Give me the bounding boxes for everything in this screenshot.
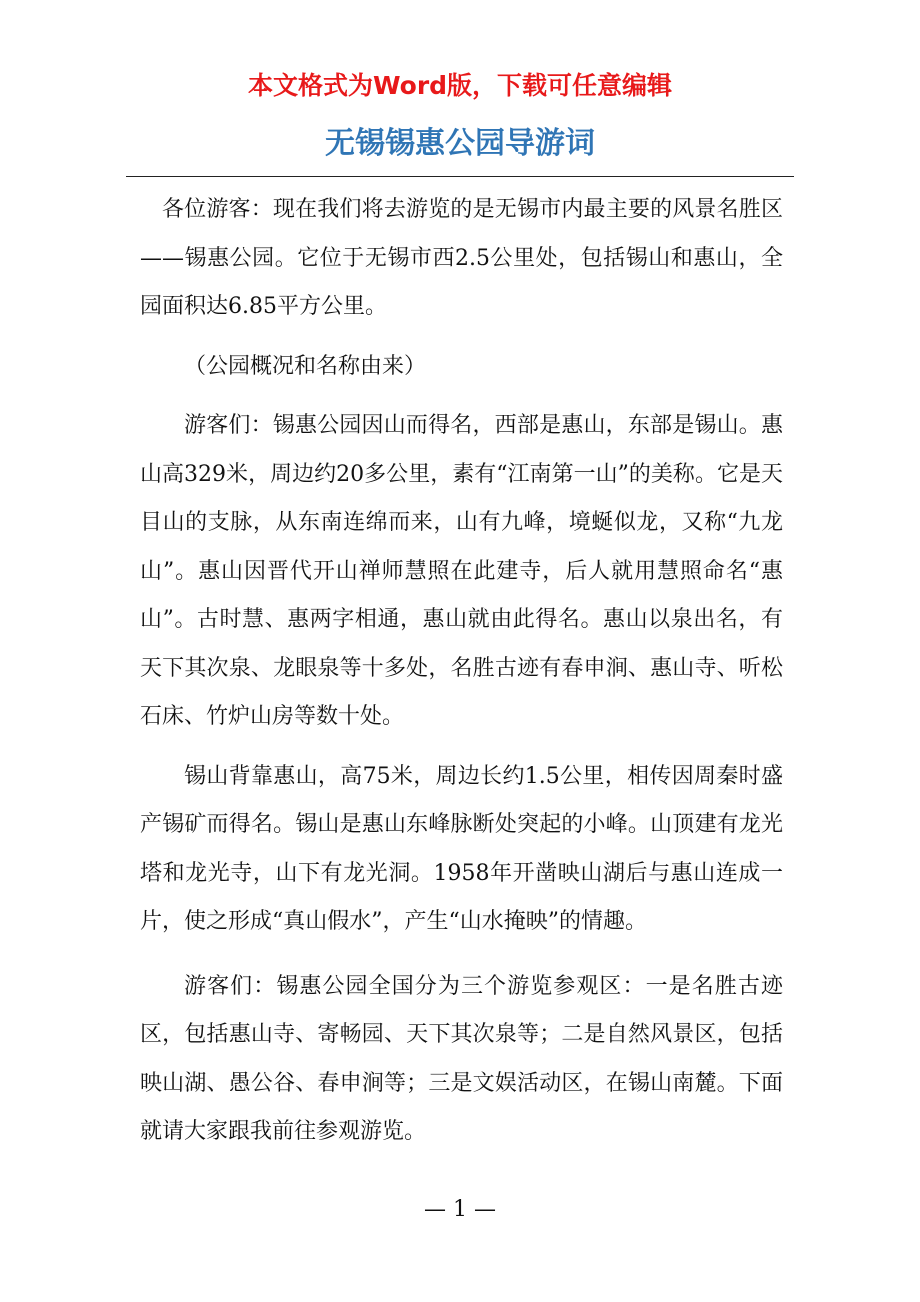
document-title: 无锡锡惠公园导游词 [325,126,595,161]
section-heading: （公园概况和名称由来） [184,353,427,379]
paragraph-areas: 游客们：锡惠公园全国分为三个游览参观区：一是名胜古迹区，包括惠山寺、寄畅园、天下其次泉等；二是自然风景区，包括映山湖、愚公谷、春申涧等；三是文娱活动区，在锡山南麓。下面就请大家跟我前往参观游览。 [140,973,783,1144]
header-divider [126,176,794,177]
document-body [140,186,783,1157]
format-notice: 本文格式为Word版，下载可任意编辑 [247,71,673,100]
paragraph-xishan: 锡山背靠惠山，高75米，周边长约1.5公里，相传因周秦时盛产锡矿而得名。锡山是惠山东峰脉断处突起的小峰。山顶建有龙光塔和龙光寺，山下有龙光洞。1958年开凿映山湖后与惠山连成一片，使之形成“真山假水”，产生“山水掩映”的情趣。 [140,763,783,934]
page-number: — 1 — [424,1197,496,1222]
paragraph-huishan: 游客们：锡惠公园因山而得名，西部是惠山，东部是锡山。惠山高329米，周边约20多公里，素有“江南第一山”的美称。它是天目山的支脉，从东南连绵而来，山有九峰，境蜒似龙，又称“九龙山”。惠山因晋代开山禅师慧照在此建寺，后人就用慧照命名“惠山”。古时慧、惠两字相通，惠山就由此得名。惠山以泉出名，有天下其次泉、龙眼泉等十多处，名胜古迹有春申涧、惠山寺、听松石床、竹炉山房等数十处。 [140,413,783,729]
paragraph-intro: 各位游客：现在我们将去游览的是无锡市内最主要的风景名胜区——锡惠公园。它位于无锡市西2.5公里处，包括锡山和惠山，全园面积达6.85平方公里。 [140,197,783,319]
